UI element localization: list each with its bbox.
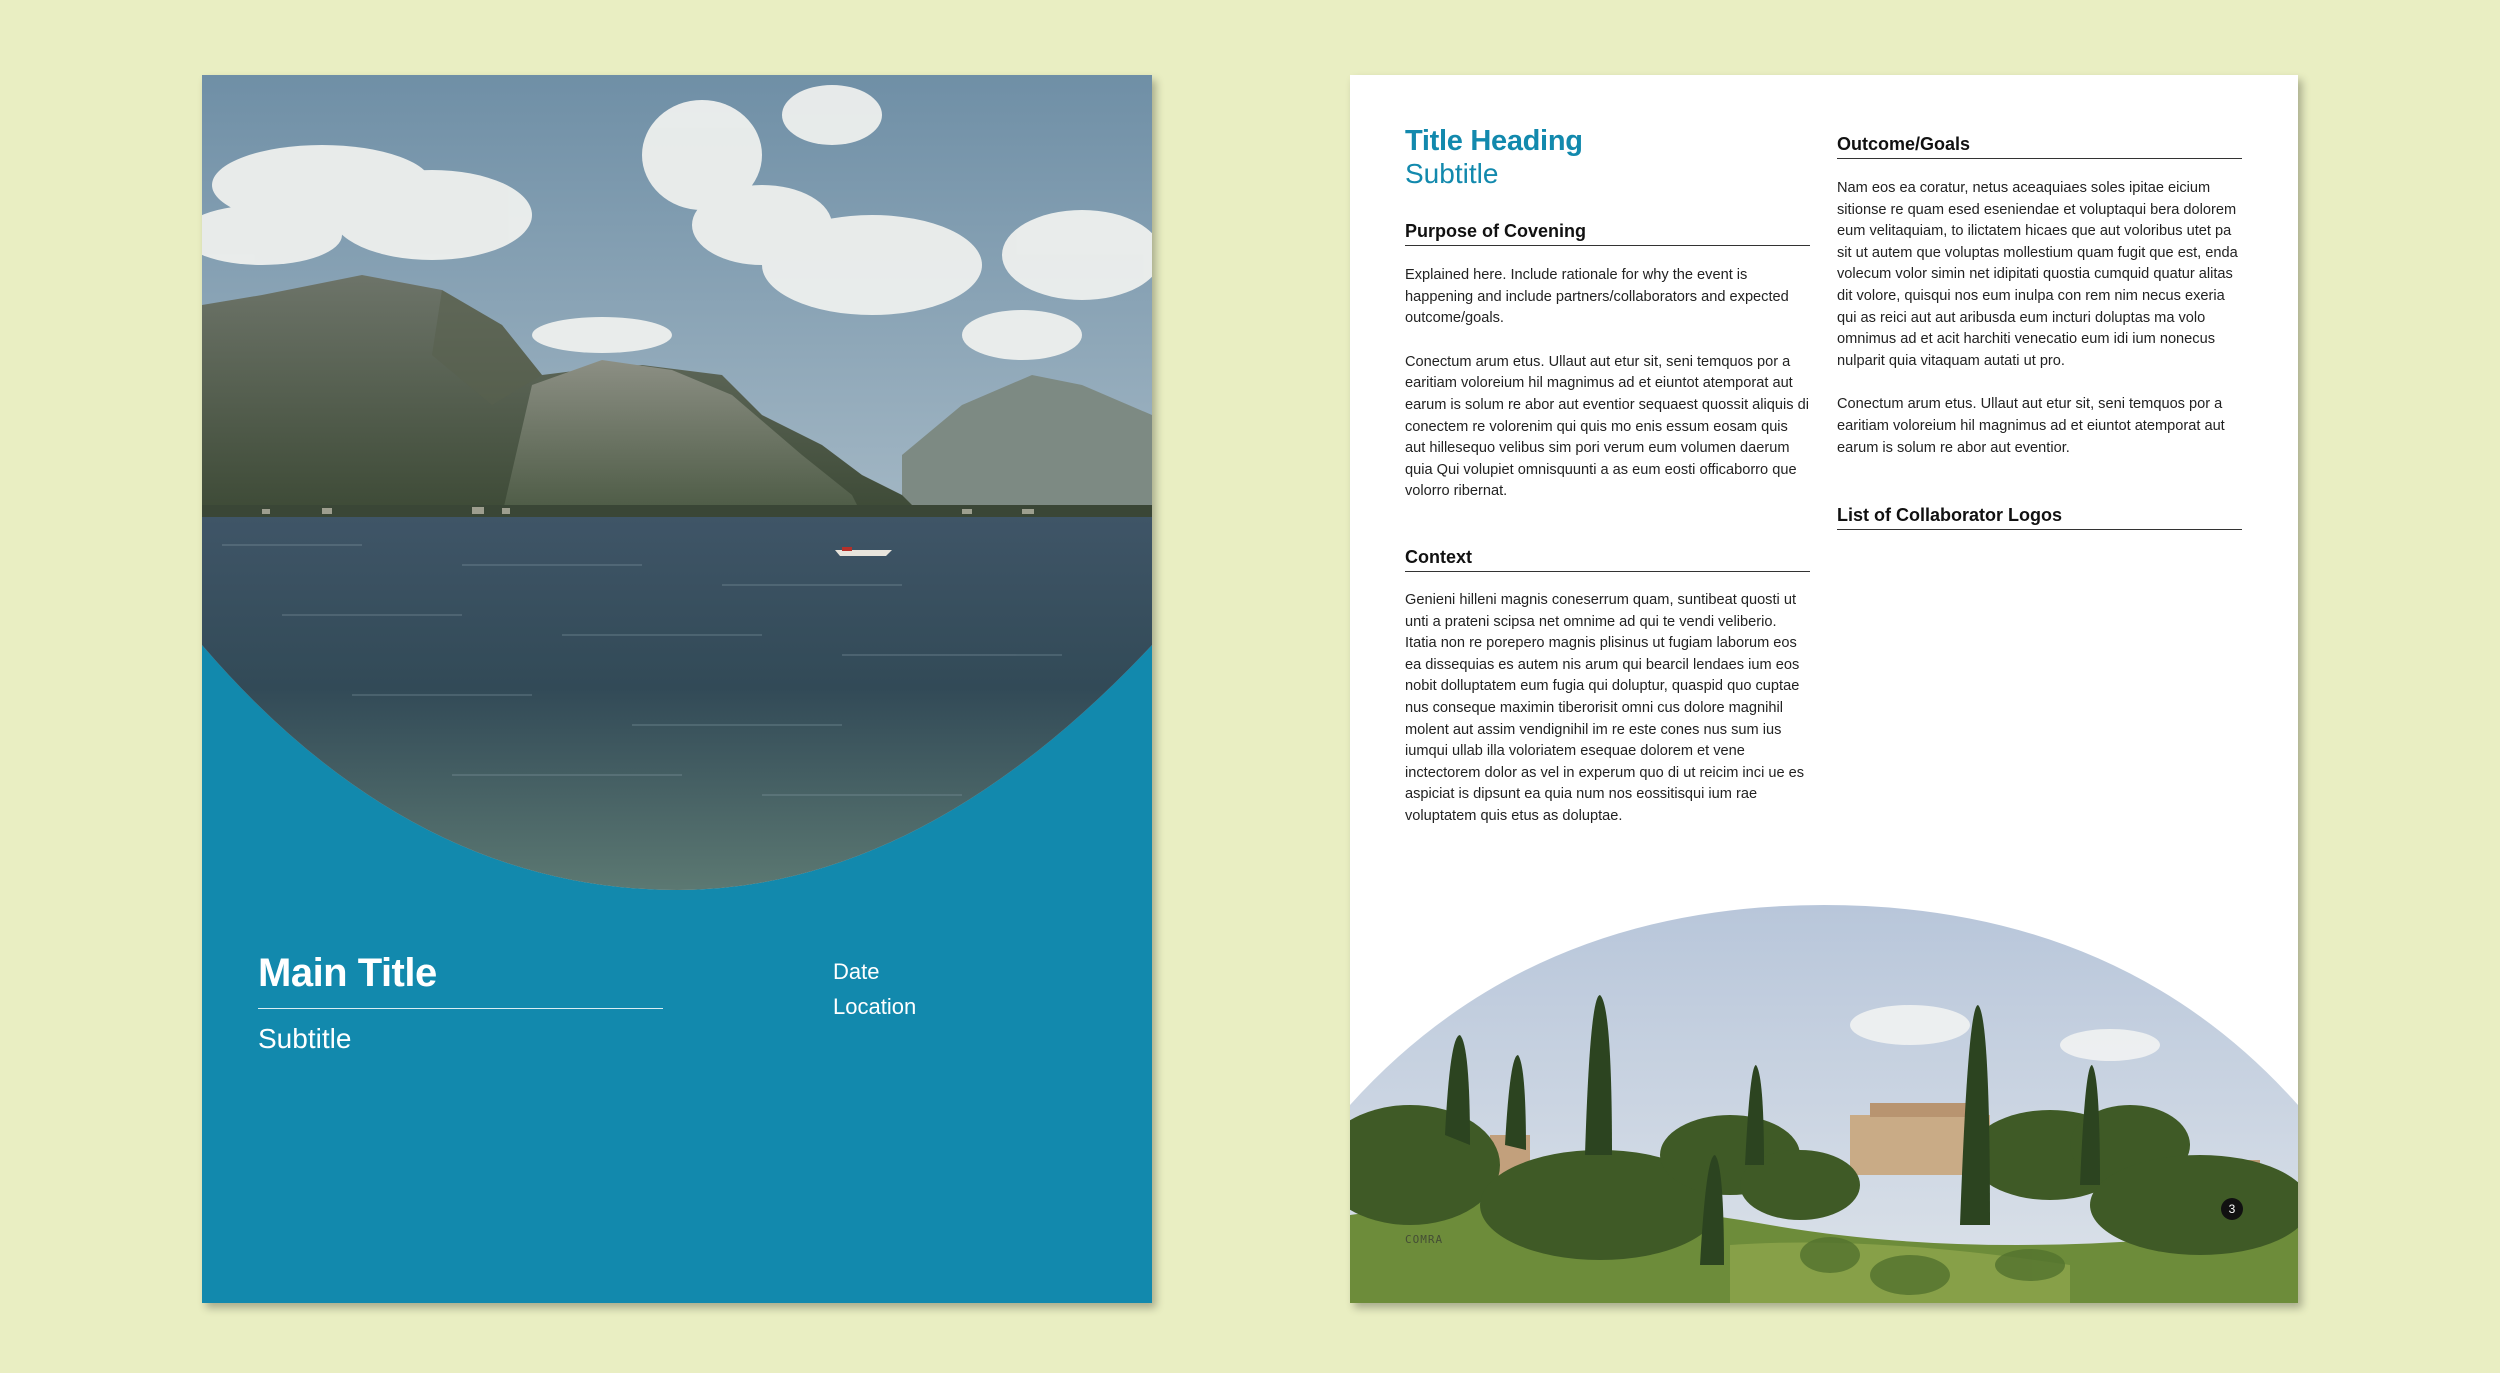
cover-main-title: Main Title (258, 951, 663, 1009)
villa-garden-photo (1350, 905, 2298, 1303)
page-number-badge: 3 (2221, 1198, 2243, 1220)
section-heading-logos: List of Collaborator Logos (1837, 505, 2242, 530)
section-body-context (1405, 590, 1810, 850)
paragraph: Nam eos ea coratur, netus aceaquiaes soles ipitae eicium sitionse re quam esed eseniendae et voluptaqui bera dolorem eum velitaquiam, to ilictatem hicaes que aut voloribus utet pa sit ut autem que voluptas mollestium quam fugit que est, enda volecum volor simin net idipitati quostia cumquid quatur alitas dit volore, quisqui nos eum inulpa con rem nim necus exeria qui as reici aut aut aribusda eum incturi doluptas ma volo omnimus ad et acit harchiti venecatio eum idi ium nonecus nulparit quia vitaquam autati ut pro. (1837, 180, 2238, 369)
cover-subtitle: Subtitle (258, 1023, 352, 1054)
paragraph: Conectum arum etus. Ullaut aut etur sit, seni temquos por a earitiam voloreium hil magnimus ad et eiuntot atemporat aut earum is solum re abor aut eventior. (1837, 396, 2225, 456)
section-body-purpose (1405, 265, 1810, 525)
footer-mark: COMRA (1405, 1233, 1444, 1246)
cover-location: Location (833, 994, 917, 1019)
paragraph: Genieni hilleni magnis coneserrum quam, suntibeat quosti ut unti a prateni scipsa net omnime ad qui te vendi veliberio. Itatia non re porepero magnis plisinus ut fugiam laborum eos ea dissequias es autem nis arum qui bearcil lendaes ium eos nobit dolluptatem eum fugia qui doluptur, quaspid quo cuptae nus conseque maximin tiberorisit omni cus dolore magnihil molent aut assim vendignihil im re este cones nus sum ius iumqui ullab illa voloriatem esequae dolorem et vene inctectorem dolor as vel in experum quo di ut reicim inci ue es aspiciat is dipsunt ea quia num nos eossitisqui ium rae voluptatem quis etus as doluptae. (1405, 592, 1805, 824)
section-heading-purpose: Purpose of Covening (1405, 221, 1810, 246)
cover-page (202, 75, 1152, 1303)
section-body-outcome (1837, 178, 2242, 481)
section-heading-context: Context (1405, 547, 1810, 572)
paragraph: Conectum arum etus. Ullaut aut etur sit, seni temquos por a earitiam voloreium hil magnimus ad et eiuntot atemporat aut earum is solum re abor aut eventior sequaest quossit aliquis di conectem re volorenim qui quis mo enis essum eosam quis aut hillesequo velibus sim pori verum eum volumen daerum quia Qui volupiet omnisquunti a as eum eosti officaborro que volorro ribernat. (1405, 353, 1809, 500)
cover-date: Date (833, 959, 880, 984)
title-heading: Title Heading (1405, 125, 1583, 157)
section-heading-outcome: Outcome/Goals (1837, 134, 2242, 159)
content-page (1350, 75, 2298, 1303)
paragraph: Explained here. Include rationale for why the event is happening and include partners/collaborators and expected outcome/goals. (1405, 267, 1789, 327)
content-subtitle: Subtitle (1405, 158, 1499, 189)
cover-photo (202, 75, 1152, 1303)
